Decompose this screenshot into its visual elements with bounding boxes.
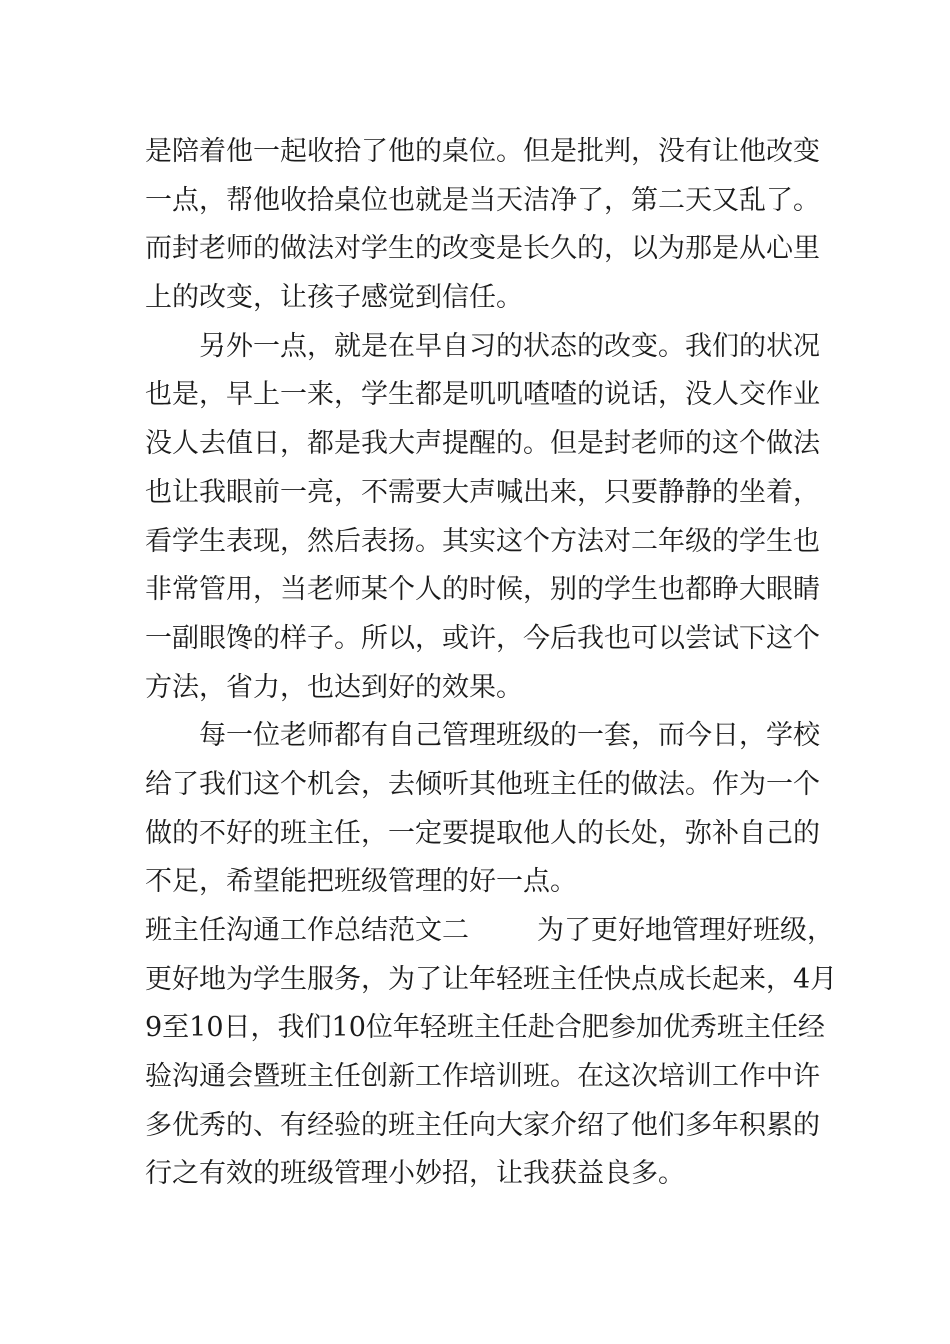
document-body: [145, 128, 838, 1199]
text-line: 一副眼馋的样子。所以，或许，今后我也可以尝试下这个: [145, 622, 820, 654]
text-line: 做的不好的班主任，一定要提取他人的长处，弥补自己的: [145, 817, 820, 849]
paragraph-4: [145, 907, 838, 1199]
text-line: 也是，早上一来，学生都是叽叽喳喳的说话，没人交作业: [145, 379, 820, 411]
text-line: 每一位老师都有自己管理班级的一套，而今日，学校: [199, 720, 820, 752]
text-line: 另外一点，就是在早自习的状态的改变。我们的状况: [199, 330, 820, 362]
text-line: 更好地为学生服务，为了让年轻班主任快点成长起来，4月: [145, 963, 838, 995]
text-run: 为了更好地管理好班级，: [537, 915, 834, 946]
text-line: 给了我们这个机会，去倾听其他班主任的做法。作为一个: [145, 768, 820, 800]
text-line: 行之有效的班级管理小妙招，让我获益良多。: [145, 1158, 685, 1190]
text-line: 9至10日，我们10位年轻班主任赴合肥参加优秀班主任经: [145, 1012, 825, 1044]
heading-line: [145, 907, 834, 956]
section-heading: 班主任沟通工作总结范文二: [145, 915, 469, 946]
text-line: 多优秀的、有经验的班主任向大家介绍了他们多年积累的: [145, 1109, 820, 1141]
text-line: 也让我眼前一亮，不需要大声喊出来，只要静静的坐着，: [145, 476, 820, 508]
text-line: 上的改变，让孩子感觉到信任。: [145, 282, 523, 314]
text-line: 是陪着他一起收拾了他的桌位。但是批判，没有让他改变: [145, 136, 820, 167]
text-line: 而封老师的做法对学生的改变是长久的，以为那是从心里: [145, 233, 820, 265]
paragraph-3: [145, 712, 820, 907]
paragraph-1: [145, 128, 820, 323]
text-line: 非常管用，当老师某个人的时候，别的学生也都睁大眼睛: [145, 574, 820, 606]
text-line: 不足，希望能把班级管理的好一点。: [145, 866, 577, 898]
text-line: 没人去值日，都是我大声提醒的。但是封老师的这个做法: [145, 428, 820, 460]
text-line: 方法，省力，也达到好的效果。: [145, 671, 523, 703]
text-line: 一点，帮他收拾桌位也就是当天洁净了，第二天又乱了。: [145, 184, 820, 216]
paragraph-2: [145, 323, 820, 713]
text-line: 看学生表现，然后表扬。其实这个方法对二年级的学生也: [145, 525, 820, 557]
text-line: 验沟通会暨班主任创新工作培训班。在这次培训工作中许: [145, 1061, 820, 1093]
